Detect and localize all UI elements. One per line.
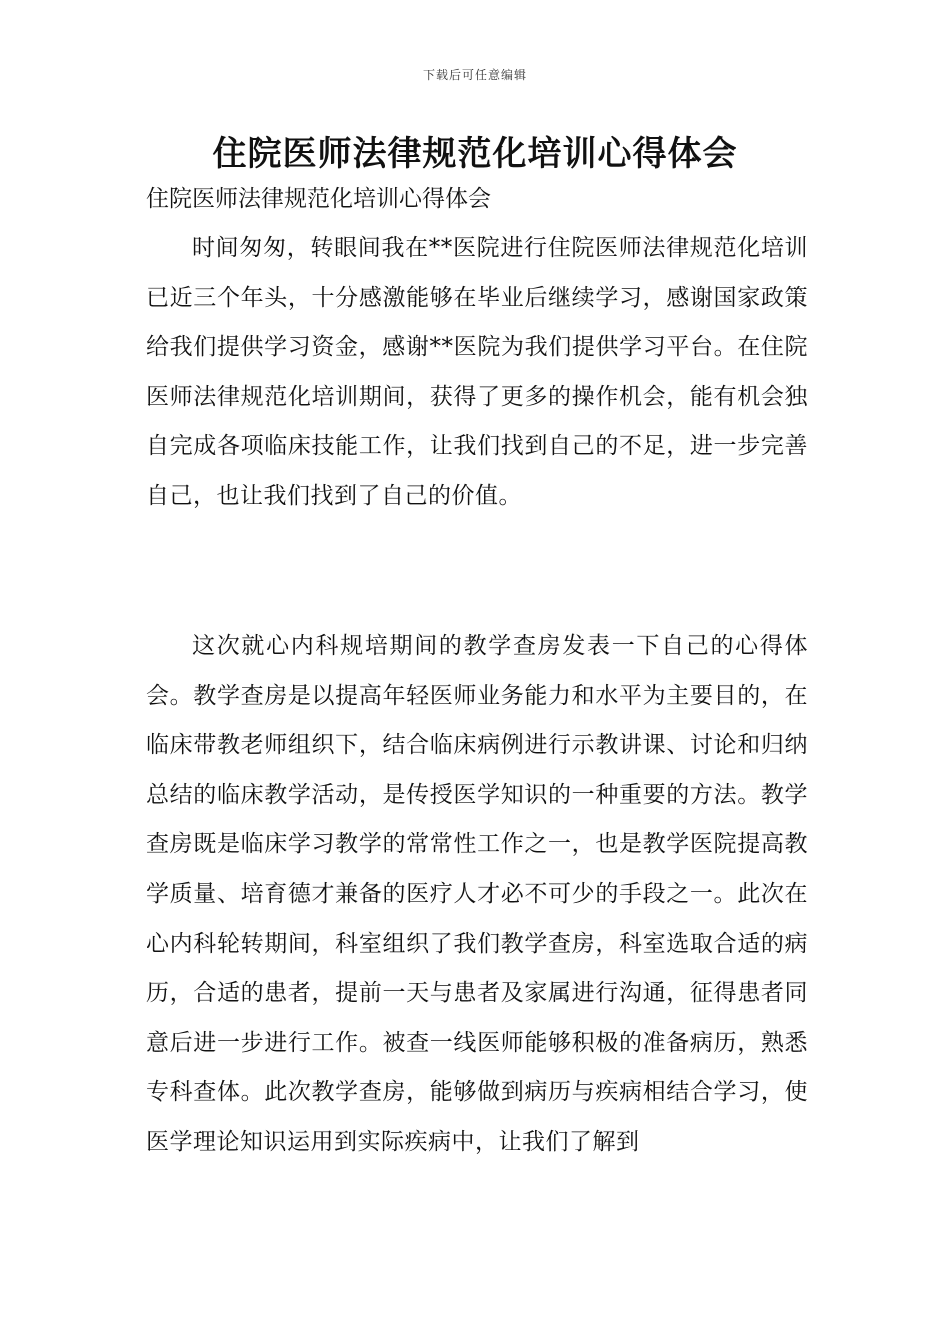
document-title: 住院医师法律规范化培训心得体会 xyxy=(212,134,738,174)
header-note: 下载后可任意编辑 xyxy=(422,68,527,82)
body-paragraph: 时间匆匆，转眼间我在**医院进行住院医师法律规范化培训已近三个年头，十分感激能够在毕业后继续学习，感谢国家政策给我们提供学习资金，感谢**医院为我们提供学习平台。在住院医师法律规范化培训期间，获得了更多的操作机会，能有机会独自完成各项临床技能工作，让我们找到自己的不足，进一步完善自己，也让我们找到了自己的价值。 xyxy=(146,235,808,509)
document-subtitle: 住院医师法律规范化培训心得体会 xyxy=(146,186,491,212)
body-paragraph: 这次就心内科规培期间的教学查房发表一下自己的心得体会。教学查房是以提高年轻医师业务能力和水平为主要目的，在临床带教老师组织下，结合临床病例进行示教讲课、讨论和归纳总结的临床教学活动，是传授医学知识的一种重要的方法。教学查房既是临床学习教学的常常性工作之一，也是教学医院提高教学质量、培育德才兼备的医疗人才必不可少的手段之一。此次在心内科轮转期间，科室组织了我们教学查房，科室选取合适的病历，合适的患者，提前一天与患者及家属进行沟通，征得患者同意后进一步进行工作。被查一线医师能够积极的准备病历，熟悉专科查体。此次教学查房，能够做到病历与疾病相结合学习，使医学理论知识运用到实际疾病中，让我们了解到 xyxy=(146,633,808,1155)
